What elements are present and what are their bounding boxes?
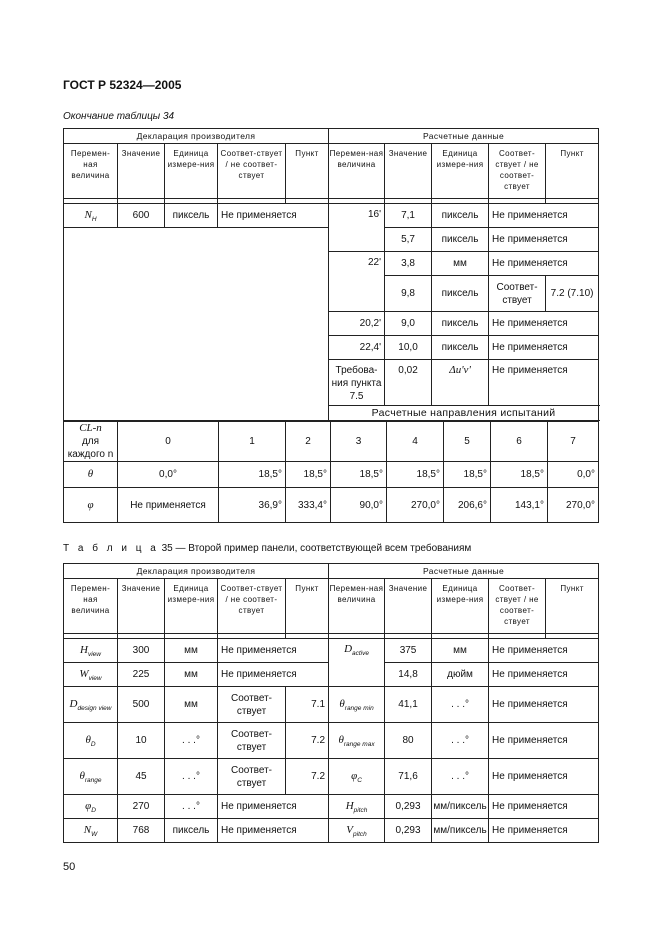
table-cell: 3,8 bbox=[385, 252, 432, 276]
table-cell: $\theta_{range max}$ bbox=[329, 723, 385, 759]
table-cell: 9,0 bbox=[385, 312, 432, 336]
table-cell: 7.1 bbox=[286, 687, 329, 723]
table-cell: 10 bbox=[118, 723, 165, 759]
direction-col: 6 bbox=[491, 422, 548, 462]
table-cell: Не применяется bbox=[489, 819, 599, 843]
table-cell: 7.2 bbox=[286, 723, 329, 759]
table-cell: $W_{view}$ bbox=[64, 663, 118, 687]
table-cell: 7.2 bbox=[286, 759, 329, 795]
col-value: Значение bbox=[385, 579, 432, 634]
table-cell: 45 bbox=[118, 759, 165, 795]
table-cell: $D_{active}$ bbox=[329, 639, 385, 687]
table-cell: Не применяется bbox=[489, 228, 599, 252]
table-cell: . . .° bbox=[165, 759, 218, 795]
table-cell: Не применяется bbox=[218, 795, 329, 819]
table-cell: 768 bbox=[118, 819, 165, 843]
table-cell: пиксель bbox=[432, 276, 489, 312]
table-cell: Не применяется bbox=[489, 336, 599, 360]
table-cell: пиксель bbox=[165, 204, 218, 228]
table-cell: $\theta_D$ bbox=[64, 723, 118, 759]
table-cell: 225 bbox=[118, 663, 165, 687]
direction-col: 1 bbox=[219, 422, 286, 462]
table-cell: $\varphi_D$ bbox=[64, 795, 118, 819]
table-cell: Не применяется bbox=[489, 687, 599, 723]
table-cell: Не применяется bbox=[218, 639, 329, 663]
col-variable: Перемен-ная величина bbox=[329, 579, 385, 634]
direction-col: 4 bbox=[387, 422, 444, 462]
table-cell: 7,1 bbox=[385, 204, 432, 228]
table-cell: Соответ-ствует bbox=[218, 723, 286, 759]
table-34 bbox=[63, 128, 599, 421]
table-cell: Соответ-ствует bbox=[218, 759, 286, 795]
theta-value: 18,5° bbox=[444, 462, 491, 488]
table-cell: 9,8 bbox=[385, 276, 432, 312]
theta-value: 18,5° bbox=[387, 462, 444, 488]
table-cell: Не применяется bbox=[218, 819, 329, 843]
table-cell: Не применяется bbox=[489, 759, 599, 795]
phi-value: 90,0° bbox=[331, 488, 387, 523]
table-cell: Не применяется bbox=[489, 252, 599, 276]
page-number: 50 bbox=[63, 861, 76, 873]
col-compliance: Соответ-ствует / не соответ-ствует bbox=[489, 144, 546, 199]
table-cell: $\theta_{range min}$ bbox=[329, 687, 385, 723]
phi-value: 333,4° bbox=[286, 488, 331, 523]
theta-value: 0,0° bbox=[548, 462, 599, 488]
direction-col: 0 bbox=[118, 422, 219, 462]
table-cell: Не применяется bbox=[489, 204, 599, 228]
table-cell: пиксель bbox=[432, 312, 489, 336]
table-cell: пиксель bbox=[165, 819, 218, 843]
directions-grid bbox=[63, 421, 599, 523]
col-unit: Единица измере-ния bbox=[165, 579, 218, 634]
table-cell: $N_H$ bbox=[64, 204, 118, 228]
table-cell: 0,02 bbox=[385, 360, 432, 406]
direction-col: 7 bbox=[548, 422, 599, 462]
table-cell: мм bbox=[165, 687, 218, 723]
table-cell: мм bbox=[165, 639, 218, 663]
header-manufacturer: Декларация производителя bbox=[64, 129, 329, 144]
table-cell: 270 bbox=[118, 795, 165, 819]
theta-label: θ bbox=[64, 462, 118, 488]
direction-col: 2 bbox=[286, 422, 331, 462]
table-cell: Не применяется bbox=[489, 795, 599, 819]
table-cell: $D_{design view}$ bbox=[64, 687, 118, 723]
phi-value: 36,9° bbox=[219, 488, 286, 523]
table-cell: 10,0 bbox=[385, 336, 432, 360]
col-compliance: Соответ-ствует / не соответ-ствует bbox=[218, 144, 286, 199]
empty-region bbox=[64, 228, 329, 421]
table-cell: . . .° bbox=[432, 723, 489, 759]
phi-value: Не применяется bbox=[118, 488, 219, 523]
table-cell: пиксель bbox=[432, 228, 489, 252]
table-cell: . . .° bbox=[432, 687, 489, 723]
cl-n-label: CL-n для каждого n bbox=[64, 422, 118, 462]
col-variable: Перемен-ная величина bbox=[64, 579, 118, 634]
direction-col: 5 bbox=[444, 422, 491, 462]
continuation-caption: Окончание таблицы 34 bbox=[63, 111, 175, 122]
table-35-caption: Т а б л и ц а 35 — Второй пример панели, соответствующей всем требованиям bbox=[63, 543, 472, 554]
table-cell: 5,7 bbox=[385, 228, 432, 252]
table-cell: . . .° bbox=[432, 759, 489, 795]
table-cell: Соответ-ствует bbox=[489, 276, 546, 312]
table-cell: мм/пиксель bbox=[432, 819, 489, 843]
table-cell: дюйм bbox=[432, 663, 489, 687]
directions-title: Расчетные направления испытаний bbox=[329, 406, 599, 421]
col-variable: Перемен-ная величина bbox=[329, 144, 385, 199]
table-cell: 0,293 bbox=[385, 795, 432, 819]
col-unit: Единица измере-ния bbox=[432, 579, 489, 634]
table-cell: Не применяется bbox=[489, 312, 599, 336]
table-cell: $N_W$ bbox=[64, 819, 118, 843]
table-cell: Не применяется bbox=[489, 723, 599, 759]
col-clause: Пункт bbox=[546, 144, 599, 199]
table-cell: 80 bbox=[385, 723, 432, 759]
table-cell: Не применяется bbox=[218, 663, 329, 687]
col-value: Значение bbox=[118, 144, 165, 199]
phi-label: φ bbox=[64, 488, 118, 523]
table-cell: $\varphi_C$ bbox=[329, 759, 385, 795]
col-value: Значение bbox=[385, 144, 432, 199]
col-value: Значение bbox=[118, 579, 165, 634]
table-cell: Требова-ния пункта 7.5 bbox=[329, 360, 385, 406]
table-cell: Δu'v' bbox=[432, 360, 489, 406]
table-cell: Не применяется bbox=[489, 663, 599, 687]
theta-value: 18,5° bbox=[491, 462, 548, 488]
table-cell: 500 bbox=[118, 687, 165, 723]
col-clause: Пункт bbox=[286, 579, 329, 634]
phi-value: 143,1° bbox=[491, 488, 548, 523]
theta-value: 18,5° bbox=[286, 462, 331, 488]
phi-value: 270,0° bbox=[548, 488, 599, 523]
table-cell: 16' bbox=[329, 204, 385, 252]
table-35 bbox=[63, 563, 599, 843]
table-cell: 20,2' bbox=[329, 312, 385, 336]
theta-value: 18,5° bbox=[331, 462, 387, 488]
table-cell: мм bbox=[432, 639, 489, 663]
header-calculated: Расчетные данные bbox=[329, 129, 599, 144]
phi-value: 270,0° bbox=[387, 488, 444, 523]
table-cell: 22' bbox=[329, 252, 385, 312]
table-cell: 600 bbox=[118, 204, 165, 228]
table-cell: мм/пиксель bbox=[432, 795, 489, 819]
table-cell: Соответ-ствует bbox=[218, 687, 286, 723]
col-variable: Перемен-ная величина bbox=[64, 144, 118, 199]
document-title: ГОСТ Р 52324—2005 bbox=[63, 78, 182, 92]
header-manufacturer: Декларация производителя bbox=[64, 564, 329, 579]
table-cell: Не применяется bbox=[489, 639, 599, 663]
table-cell: 14,8 bbox=[385, 663, 432, 687]
table-cell: 71,6 bbox=[385, 759, 432, 795]
col-compliance: Соответ-ствует / не соответ-ствует bbox=[489, 579, 546, 634]
table-cell: Не применяется bbox=[218, 204, 329, 228]
table-cell: 300 bbox=[118, 639, 165, 663]
table-cell: $H_{pitch}$ bbox=[329, 795, 385, 819]
table-cell: пиксель bbox=[432, 204, 489, 228]
theta-value: 18,5° bbox=[219, 462, 286, 488]
table-cell: . . .° bbox=[165, 723, 218, 759]
col-unit: Единица измере-ния bbox=[432, 144, 489, 199]
direction-col: 3 bbox=[331, 422, 387, 462]
phi-value: 206,6° bbox=[444, 488, 491, 523]
table-cell: мм bbox=[165, 663, 218, 687]
table-cell: мм bbox=[432, 252, 489, 276]
table-cell: 7.2 (7.10) bbox=[546, 276, 599, 312]
table-cell: 22,4' bbox=[329, 336, 385, 360]
table-cell: $H_{view}$ bbox=[64, 639, 118, 663]
table-cell: $V_{pitch}$ bbox=[329, 819, 385, 843]
table-cell: 375 bbox=[385, 639, 432, 663]
col-unit: Единица измере-ния bbox=[165, 144, 218, 199]
table-cell: $\theta_{range}$ bbox=[64, 759, 118, 795]
col-compliance: Соответ-ствует / не соответ-ствует bbox=[218, 579, 286, 634]
table-cell: 41,1 bbox=[385, 687, 432, 723]
table-cell: 0,293 bbox=[385, 819, 432, 843]
header-calculated: Расчетные данные bbox=[329, 564, 599, 579]
table-cell: . . .° bbox=[165, 795, 218, 819]
col-clause: Пункт bbox=[286, 144, 329, 199]
table-cell: пиксель bbox=[432, 336, 489, 360]
col-clause: Пункт bbox=[546, 579, 599, 634]
table-cell: Не применяется bbox=[489, 360, 599, 406]
theta-value: 0,0° bbox=[118, 462, 219, 488]
